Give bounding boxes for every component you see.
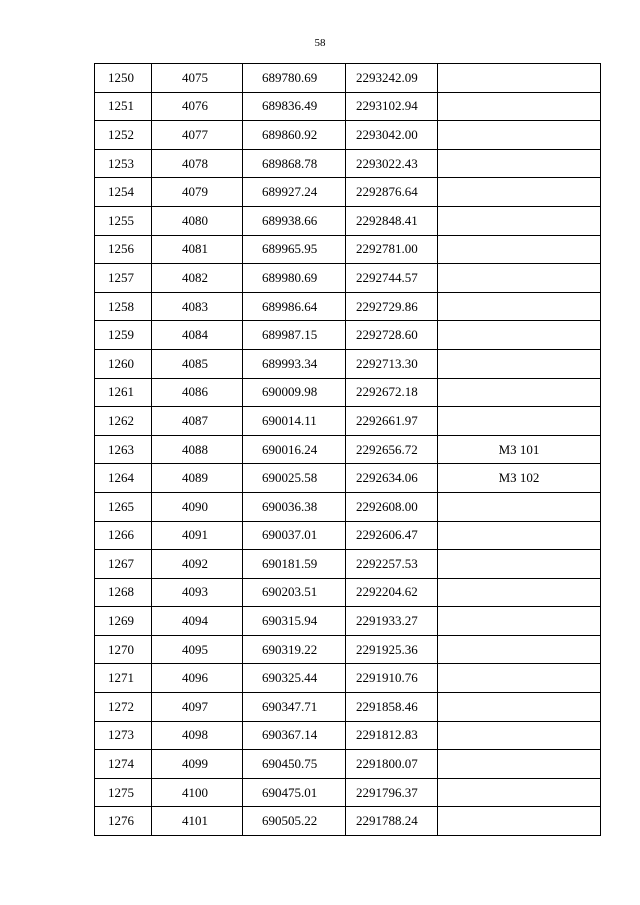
y-coordinate-cell: 2292634.06 xyxy=(346,464,438,493)
note-cell xyxy=(438,64,601,93)
row-number-cell: 1253 xyxy=(95,149,152,178)
row-number-cell: 1269 xyxy=(95,607,152,636)
row-number-cell: 1266 xyxy=(95,521,152,550)
table-row xyxy=(95,778,601,807)
row-number-cell: 1273 xyxy=(95,721,152,750)
table-row xyxy=(95,578,601,607)
point-number-cell: 4080 xyxy=(152,206,243,235)
row-number-cell: 1256 xyxy=(95,235,152,264)
table-row xyxy=(95,807,601,836)
table-row xyxy=(95,378,601,407)
row-number-cell: 1270 xyxy=(95,635,152,664)
x-coordinate-cell: 690450.75 xyxy=(243,750,346,779)
x-coordinate-cell: 689860.92 xyxy=(243,121,346,150)
note-cell xyxy=(438,635,601,664)
y-coordinate-cell: 2292606.47 xyxy=(346,521,438,550)
x-coordinate-cell: 690315.94 xyxy=(243,607,346,636)
row-number-cell: 1251 xyxy=(95,92,152,121)
x-coordinate-cell: 689993.34 xyxy=(243,349,346,378)
y-coordinate-cell: 2291796.37 xyxy=(346,778,438,807)
table-row xyxy=(95,721,601,750)
table-row xyxy=(95,550,601,579)
row-number-cell: 1255 xyxy=(95,206,152,235)
x-coordinate-cell: 689965.95 xyxy=(243,235,346,264)
coordinates-table-body xyxy=(95,64,601,836)
x-coordinate-cell: 689780.69 xyxy=(243,64,346,93)
note-cell xyxy=(438,521,601,550)
x-coordinate-cell: 690475.01 xyxy=(243,778,346,807)
point-number-cell: 4088 xyxy=(152,435,243,464)
row-number-cell: 1257 xyxy=(95,264,152,293)
table-row xyxy=(95,178,601,207)
row-number-cell: 1276 xyxy=(95,807,152,836)
note-cell xyxy=(438,378,601,407)
y-coordinate-cell: 2293102.94 xyxy=(346,92,438,121)
x-coordinate-cell: 690009.98 xyxy=(243,378,346,407)
x-coordinate-cell: 689987.15 xyxy=(243,321,346,350)
point-number-cell: 4083 xyxy=(152,292,243,321)
y-coordinate-cell: 2292729.86 xyxy=(346,292,438,321)
note-cell xyxy=(438,550,601,579)
row-number-cell: 1252 xyxy=(95,121,152,150)
y-coordinate-cell: 2292848.41 xyxy=(346,206,438,235)
point-number-cell: 4085 xyxy=(152,349,243,378)
row-number-cell: 1261 xyxy=(95,378,152,407)
note-cell: МЗ 101 xyxy=(438,435,601,464)
x-coordinate-cell: 689938.66 xyxy=(243,206,346,235)
table-row xyxy=(95,92,601,121)
x-coordinate-cell: 690014.11 xyxy=(243,407,346,436)
y-coordinate-cell: 2291925.36 xyxy=(346,635,438,664)
y-coordinate-cell: 2292744.57 xyxy=(346,264,438,293)
table-row xyxy=(95,349,601,378)
row-number-cell: 1264 xyxy=(95,464,152,493)
y-coordinate-cell: 2292257.53 xyxy=(346,550,438,579)
point-number-cell: 4094 xyxy=(152,607,243,636)
table-row xyxy=(95,635,601,664)
point-number-cell: 4081 xyxy=(152,235,243,264)
table-row xyxy=(95,292,601,321)
row-number-cell: 1259 xyxy=(95,321,152,350)
point-number-cell: 4101 xyxy=(152,807,243,836)
note-cell xyxy=(438,92,601,121)
x-coordinate-cell: 689986.64 xyxy=(243,292,346,321)
point-number-cell: 4091 xyxy=(152,521,243,550)
table-row xyxy=(95,149,601,178)
note-cell xyxy=(438,750,601,779)
x-coordinate-cell: 690325.44 xyxy=(243,664,346,693)
point-number-cell: 4095 xyxy=(152,635,243,664)
x-coordinate-cell: 690203.51 xyxy=(243,578,346,607)
y-coordinate-cell: 2292781.00 xyxy=(346,235,438,264)
note-cell xyxy=(438,721,601,750)
note-cell xyxy=(438,664,601,693)
y-coordinate-cell: 2292876.64 xyxy=(346,178,438,207)
row-number-cell: 1258 xyxy=(95,292,152,321)
row-number-cell: 1263 xyxy=(95,435,152,464)
x-coordinate-cell: 690367.14 xyxy=(243,721,346,750)
point-number-cell: 4082 xyxy=(152,264,243,293)
row-number-cell: 1272 xyxy=(95,693,152,722)
note-cell xyxy=(438,292,601,321)
point-number-cell: 4100 xyxy=(152,778,243,807)
row-number-cell: 1275 xyxy=(95,778,152,807)
x-coordinate-cell: 689980.69 xyxy=(243,264,346,293)
y-coordinate-cell: 2291800.07 xyxy=(346,750,438,779)
table-row xyxy=(95,407,601,436)
x-coordinate-cell: 690181.59 xyxy=(243,550,346,579)
y-coordinate-cell: 2292661.97 xyxy=(346,407,438,436)
y-coordinate-cell: 2292728.60 xyxy=(346,321,438,350)
coordinates-table xyxy=(94,63,601,836)
row-number-cell: 1267 xyxy=(95,550,152,579)
y-coordinate-cell: 2293242.09 xyxy=(346,64,438,93)
point-number-cell: 4093 xyxy=(152,578,243,607)
row-number-cell: 1265 xyxy=(95,492,152,521)
y-coordinate-cell: 2291788.24 xyxy=(346,807,438,836)
row-number-cell: 1268 xyxy=(95,578,152,607)
point-number-cell: 4077 xyxy=(152,121,243,150)
table-row xyxy=(95,235,601,264)
note-cell xyxy=(438,206,601,235)
y-coordinate-cell: 2292713.30 xyxy=(346,349,438,378)
table-row xyxy=(95,664,601,693)
point-number-cell: 4076 xyxy=(152,92,243,121)
note-cell xyxy=(438,578,601,607)
note-cell xyxy=(438,121,601,150)
table-row xyxy=(95,64,601,93)
table-row xyxy=(95,607,601,636)
y-coordinate-cell: 2291910.76 xyxy=(346,664,438,693)
x-coordinate-cell: 690037.01 xyxy=(243,521,346,550)
x-coordinate-cell: 690347.71 xyxy=(243,693,346,722)
note-cell xyxy=(438,178,601,207)
table-row xyxy=(95,206,601,235)
note-cell xyxy=(438,693,601,722)
page-number: 58 xyxy=(314,37,326,49)
row-number-cell: 1271 xyxy=(95,664,152,693)
point-number-cell: 4097 xyxy=(152,693,243,722)
x-coordinate-cell: 690016.24 xyxy=(243,435,346,464)
table-row xyxy=(95,435,601,464)
note-cell xyxy=(438,264,601,293)
note-cell xyxy=(438,321,601,350)
point-number-cell: 4075 xyxy=(152,64,243,93)
table-row xyxy=(95,264,601,293)
y-coordinate-cell: 2293042.00 xyxy=(346,121,438,150)
point-number-cell: 4089 xyxy=(152,464,243,493)
note-cell xyxy=(438,235,601,264)
row-number-cell: 1250 xyxy=(95,64,152,93)
note-cell xyxy=(438,778,601,807)
row-number-cell: 1260 xyxy=(95,349,152,378)
y-coordinate-cell: 2292656.72 xyxy=(346,435,438,464)
note-cell xyxy=(438,407,601,436)
point-number-cell: 4084 xyxy=(152,321,243,350)
x-coordinate-cell: 689836.49 xyxy=(243,92,346,121)
y-coordinate-cell: 2291858.46 xyxy=(346,693,438,722)
y-coordinate-cell: 2291933.27 xyxy=(346,607,438,636)
y-coordinate-cell: 2291812.83 xyxy=(346,721,438,750)
point-number-cell: 4087 xyxy=(152,407,243,436)
point-number-cell: 4086 xyxy=(152,378,243,407)
point-number-cell: 4090 xyxy=(152,492,243,521)
row-number-cell: 1254 xyxy=(95,178,152,207)
point-number-cell: 4078 xyxy=(152,149,243,178)
row-number-cell: 1274 xyxy=(95,750,152,779)
note-cell xyxy=(438,607,601,636)
x-coordinate-cell: 689927.24 xyxy=(243,178,346,207)
y-coordinate-cell: 2292204.62 xyxy=(346,578,438,607)
note-cell xyxy=(438,349,601,378)
note-cell xyxy=(438,149,601,178)
table-row xyxy=(95,521,601,550)
y-coordinate-cell: 2292672.18 xyxy=(346,378,438,407)
point-number-cell: 4098 xyxy=(152,721,243,750)
table-row xyxy=(95,693,601,722)
table-row xyxy=(95,464,601,493)
x-coordinate-cell: 690319.22 xyxy=(243,635,346,664)
point-number-cell: 4096 xyxy=(152,664,243,693)
y-coordinate-cell: 2292608.00 xyxy=(346,492,438,521)
table-row xyxy=(95,321,601,350)
table-row xyxy=(95,492,601,521)
table-row xyxy=(95,750,601,779)
point-number-cell: 4079 xyxy=(152,178,243,207)
y-coordinate-cell: 2293022.43 xyxy=(346,149,438,178)
point-number-cell: 4099 xyxy=(152,750,243,779)
point-number-cell: 4092 xyxy=(152,550,243,579)
x-coordinate-cell: 690025.58 xyxy=(243,464,346,493)
note-cell xyxy=(438,807,601,836)
x-coordinate-cell: 690505.22 xyxy=(243,807,346,836)
table-row xyxy=(95,121,601,150)
x-coordinate-cell: 689868.78 xyxy=(243,149,346,178)
row-number-cell: 1262 xyxy=(95,407,152,436)
x-coordinate-cell: 690036.38 xyxy=(243,492,346,521)
note-cell xyxy=(438,492,601,521)
note-cell: МЗ 102 xyxy=(438,464,601,493)
